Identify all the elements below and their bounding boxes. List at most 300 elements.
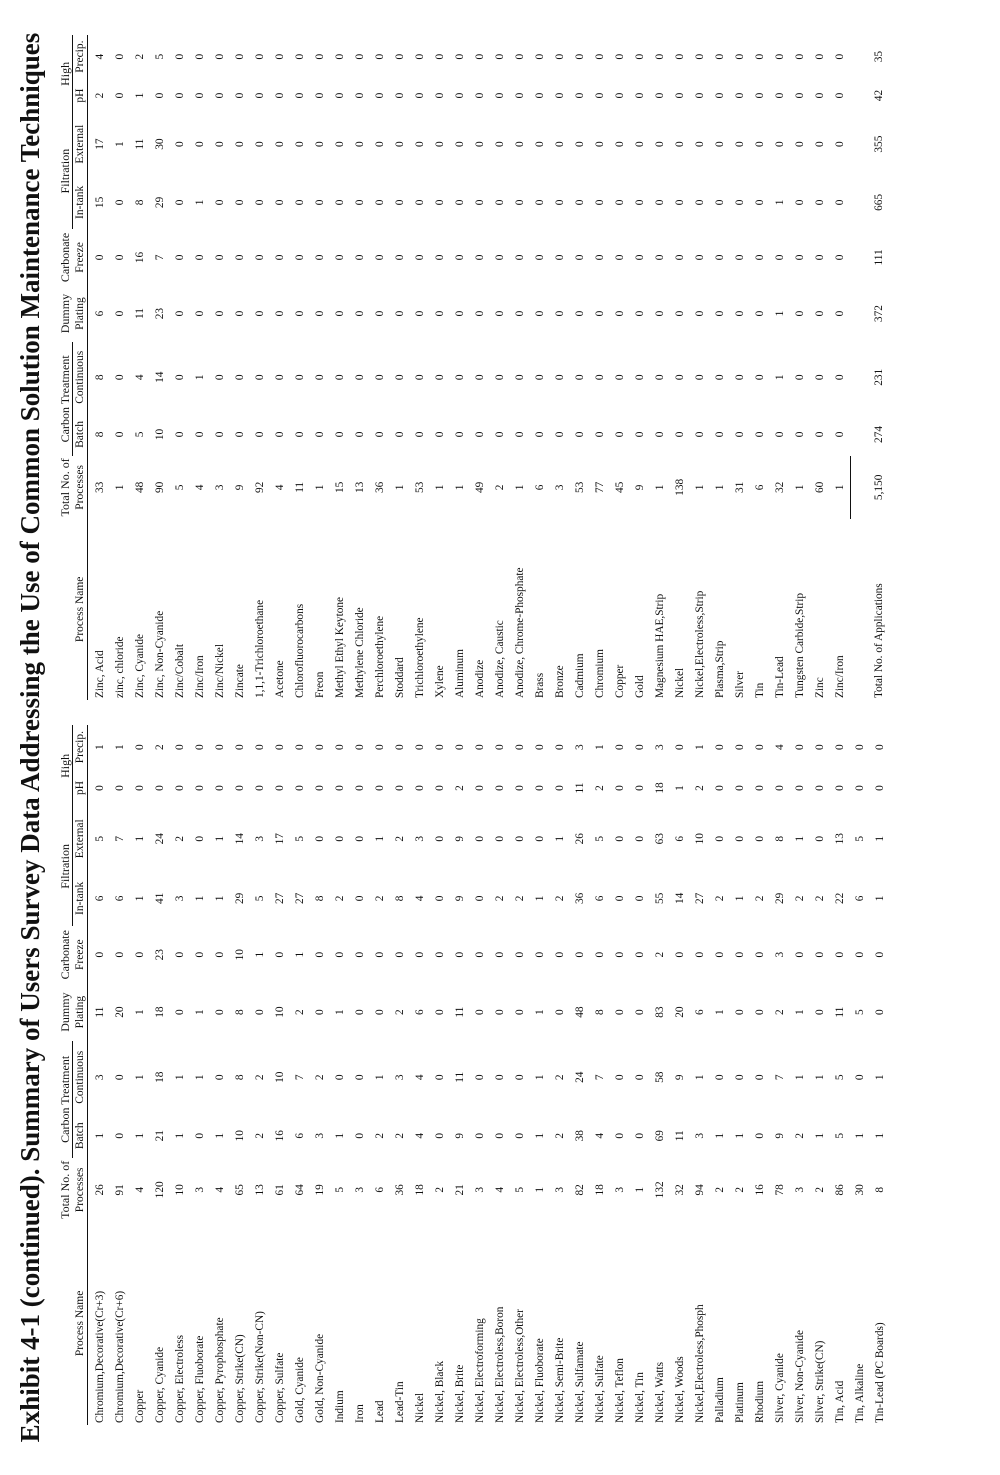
- carbonate-freeze-cell: 0: [314, 951, 326, 958]
- in-tank-cell: 0: [574, 199, 586, 206]
- dummy-plating-cell: 0: [714, 310, 726, 317]
- process-name-cell: Acetone: [274, 660, 286, 698]
- ph-cell: 0: [254, 785, 266, 791]
- precip-cell: 0: [674, 53, 686, 60]
- carbonate-freeze-cell: 0: [614, 254, 626, 261]
- carbonate-freeze-cell: 0: [874, 951, 886, 958]
- continuous-cell: 14: [154, 371, 166, 383]
- ph-cell: 0: [814, 92, 826, 99]
- batch-cell: 1: [814, 1132, 826, 1139]
- in-tank-cell: 0: [414, 199, 426, 206]
- in-tank-cell: 0: [474, 895, 486, 902]
- ph-cell: 0: [394, 92, 406, 99]
- processes-cell: 49: [474, 481, 486, 493]
- batch-cell: 0: [114, 1132, 126, 1139]
- ph-cell: 0: [274, 92, 286, 99]
- in-tank-cell: 0: [354, 895, 366, 902]
- ph-cell: 0: [794, 785, 806, 791]
- table-row: [630, 725, 650, 1425]
- precip-cell: 0: [494, 744, 506, 750]
- continuous-cell: 0: [594, 374, 606, 381]
- dummy-plating-cell: 0: [434, 310, 446, 317]
- batch-cell: 9: [774, 1132, 786, 1139]
- process-name-cell: Copper, Electroless: [174, 1334, 186, 1423]
- batch-cell: 0: [514, 1132, 526, 1139]
- continuous-cell: 0: [714, 1074, 726, 1081]
- table-row: [770, 35, 790, 700]
- ph-cell: 0: [834, 92, 847, 99]
- in-tank-cell: 0: [614, 199, 626, 206]
- in-tank-cell: 27: [694, 892, 706, 905]
- process-name-cell: Zinc/Iron: [834, 655, 847, 698]
- ph-cell: 2: [594, 785, 606, 791]
- table-row: [170, 725, 190, 1425]
- carbonate-freeze-cell: 0: [674, 951, 686, 958]
- carbonate-freeze-cell: 0: [394, 254, 406, 261]
- ph-cell: 0: [714, 92, 726, 99]
- ph-cell: 0: [774, 92, 786, 99]
- process-name-cell: 1,1,1-Trichloroethane: [254, 599, 266, 698]
- table-row: [690, 725, 710, 1425]
- carbonate-freeze-cell: 0: [794, 254, 806, 261]
- in-tank-cell: 2: [754, 895, 766, 902]
- precip-cell: 0: [294, 53, 306, 60]
- table-row: [490, 35, 510, 700]
- dummy-plating-cell: 11: [454, 1006, 466, 1018]
- header-continuous: Continuous: [73, 342, 88, 413]
- in-tank-cell: 0: [594, 199, 606, 206]
- ph-cell: 0: [174, 785, 186, 791]
- processes-cell: 8: [874, 1187, 886, 1193]
- continuous-cell: 0: [334, 374, 346, 381]
- in-tank-cell: 0: [734, 199, 746, 206]
- total-processes: 5,150: [873, 474, 885, 501]
- external-cell: 10: [694, 833, 706, 845]
- in-tank-cell: 6: [854, 895, 866, 902]
- process-name-cell: Copper: [614, 664, 626, 698]
- processes-cell: 4: [274, 484, 286, 491]
- batch-cell: 0: [274, 431, 286, 438]
- processes-cell: 1: [654, 484, 666, 491]
- batch-cell: 10: [154, 428, 166, 441]
- processes-cell: 6: [754, 484, 766, 491]
- in-tank-cell: 0: [394, 199, 406, 206]
- continuous-cell: 1: [194, 374, 206, 381]
- external-cell: 0: [714, 141, 726, 147]
- batch-cell: 0: [654, 431, 666, 438]
- continuous-cell: 0: [514, 1074, 526, 1081]
- external-cell: 0: [274, 141, 286, 147]
- header-process-name: Process Name: [73, 1222, 88, 1425]
- processes-cell: 3: [474, 1187, 486, 1193]
- batch-cell: 0: [634, 431, 646, 438]
- precip-cell: 0: [334, 53, 346, 60]
- continuous-cell: 2: [554, 1074, 566, 1081]
- in-tank-cell: 2: [374, 895, 386, 902]
- in-tank-cell: 0: [694, 199, 706, 206]
- table-row: [330, 35, 350, 700]
- continuous-cell: 0: [474, 1074, 486, 1081]
- precip-cell: 0: [594, 53, 606, 60]
- precip-cell: 0: [814, 744, 826, 750]
- table-row: [630, 35, 650, 700]
- processes-cell: 90: [154, 481, 166, 493]
- process-name-cell: Nickel, Semi-Brite: [554, 1337, 566, 1423]
- in-tank-cell: 0: [334, 199, 346, 206]
- precip-cell: 0: [834, 53, 847, 60]
- carbonate-freeze-cell: 0: [734, 254, 746, 261]
- process-name-cell: Nickel: [414, 1392, 426, 1423]
- process-name-cell: Chromium: [594, 649, 606, 698]
- external-cell: 30: [154, 138, 166, 150]
- precip-cell: 0: [374, 53, 386, 60]
- dummy-plating-cell: 6: [94, 310, 106, 317]
- processes-cell: 4: [214, 1187, 226, 1193]
- process-name-cell: Copper, Sulfate: [274, 1352, 286, 1423]
- external-cell: 0: [334, 141, 346, 147]
- dummy-plating-cell: 0: [874, 1009, 886, 1015]
- external-cell: 0: [474, 141, 486, 147]
- carbonate-freeze-cell: 10: [234, 949, 246, 961]
- processes-cell: 2: [814, 1187, 826, 1193]
- precip-cell: 0: [114, 53, 126, 60]
- continuous-cell: 0: [634, 1074, 646, 1081]
- in-tank-cell: 0: [814, 199, 826, 206]
- dummy-plating-cell: 0: [474, 1009, 486, 1015]
- dummy-plating-cell: 1: [134, 1009, 146, 1015]
- table-row: [450, 725, 470, 1425]
- precip-cell: 0: [554, 53, 566, 60]
- table-row: [130, 725, 150, 1425]
- external-cell: 0: [434, 835, 446, 842]
- process-name-cell: Lead-Tin: [394, 1381, 406, 1423]
- table-row: [390, 35, 410, 700]
- process-name-cell: Magnesium HAE,Strip: [654, 593, 666, 698]
- process-name-cell: Perchloroethylene: [374, 615, 386, 698]
- continuous-cell: 9: [674, 1074, 686, 1081]
- precip-cell: 0: [194, 744, 206, 750]
- ph-cell: 0: [434, 785, 446, 791]
- in-tank-cell: 0: [294, 199, 306, 206]
- in-tank-cell: 8: [134, 199, 146, 206]
- precip-cell: 0: [714, 53, 726, 60]
- carbonate-freeze-cell: 0: [194, 951, 206, 958]
- process-name-cell: Aluminum: [454, 649, 466, 698]
- continuous-cell: 7: [294, 1074, 306, 1081]
- table-row: [330, 725, 350, 1425]
- processes-cell: 16: [754, 1184, 766, 1196]
- continuous-cell: 0: [494, 1074, 506, 1081]
- precip-cell: 0: [694, 53, 706, 60]
- external-cell: 26: [574, 833, 586, 845]
- process-name-cell: Gold: [634, 675, 646, 698]
- table-row: [88, 35, 111, 700]
- external-cell: 0: [754, 141, 766, 147]
- carbonate-freeze-cell: 0: [514, 254, 526, 261]
- batch-cell: 4: [594, 1132, 606, 1139]
- carbonate-freeze-cell: 0: [754, 951, 766, 958]
- continuous-cell: 1: [174, 1074, 186, 1081]
- in-tank-cell: 2: [714, 895, 726, 902]
- table-row: [730, 725, 750, 1425]
- table-row: [830, 35, 851, 700]
- continuous-cell: 0: [434, 374, 446, 381]
- batch-cell: 0: [714, 431, 726, 438]
- dummy-plating-cell: 0: [574, 310, 586, 317]
- continuous-cell: 1: [874, 1074, 886, 1081]
- table-row: [750, 35, 770, 700]
- header-dummy-line2: Plating: [73, 286, 88, 342]
- external-cell: 0: [614, 835, 626, 842]
- batch-cell: 0: [634, 1132, 646, 1139]
- carbonate-freeze-cell: 0: [274, 254, 286, 261]
- precip-cell: 0: [434, 53, 446, 60]
- dummy-plating-cell: 20: [114, 1006, 126, 1018]
- external-cell: 13: [834, 833, 846, 845]
- dummy-plating-cell: 0: [454, 310, 466, 317]
- in-tank-cell: 2: [514, 895, 526, 902]
- precip-cell: 0: [514, 744, 526, 750]
- process-name-cell: Nickel, Electroforming: [474, 1318, 486, 1423]
- continuous-cell: 0: [654, 374, 666, 381]
- process-name-cell: Tin, Acid: [834, 1380, 846, 1423]
- continuous-cell: 0: [454, 374, 466, 381]
- header-filtration: Filtration: [58, 113, 73, 230]
- batch-cell: 6: [294, 1132, 306, 1139]
- carbonate-freeze-cell: 0: [134, 951, 146, 958]
- continuous-cell: 5: [834, 1074, 846, 1081]
- processes-cell: 86: [834, 1184, 846, 1196]
- continuous-cell: 1: [134, 1074, 146, 1081]
- in-tank-cell: 0: [554, 199, 566, 206]
- external-cell: 0: [294, 141, 306, 147]
- process-name-cell: Nickel, Electroless,Boron: [494, 1306, 506, 1423]
- in-tank-cell: 0: [614, 895, 626, 902]
- external-cell: 0: [354, 141, 366, 147]
- carbonate-freeze-cell: 0: [294, 254, 306, 261]
- dummy-plating-cell: 0: [634, 1009, 646, 1015]
- ph-cell: 0: [234, 92, 246, 99]
- precip-cell: 0: [814, 53, 826, 60]
- process-name-cell: Gold, Non-Cyanide: [314, 1333, 326, 1423]
- precip-cell: 0: [394, 744, 406, 750]
- carbonate-freeze-cell: 0: [374, 951, 386, 958]
- header-high: High: [58, 725, 73, 807]
- in-tank-cell: 1: [774, 199, 786, 206]
- precip-cell: 0: [654, 53, 666, 60]
- process-name-cell: zinc, chloride: [114, 636, 126, 698]
- table-row: [130, 35, 150, 700]
- dummy-plating-cell: 2: [394, 1009, 406, 1015]
- external-cell: 1: [794, 835, 806, 842]
- ph-cell: 2: [694, 785, 706, 791]
- external-cell: 0: [734, 141, 746, 147]
- carbonate-freeze-cell: 0: [654, 254, 666, 261]
- dummy-plating-cell: 0: [614, 1009, 626, 1015]
- header-ph: pH: [73, 78, 88, 113]
- precip-cell: 3: [654, 744, 666, 750]
- ph-cell: 0: [774, 785, 786, 791]
- header-carbonate-line1: Carbonate: [58, 232, 73, 283]
- table-row: [710, 35, 730, 700]
- processes-cell: 2: [434, 1187, 446, 1193]
- process-name-cell: Brass: [534, 672, 546, 698]
- processes-cell: 10: [174, 1184, 186, 1196]
- process-name-cell: Copper: [134, 1389, 146, 1423]
- batch-cell: 11: [674, 1130, 686, 1142]
- continuous-cell: 0: [734, 374, 746, 381]
- carbonate-freeze-cell: 0: [814, 254, 826, 261]
- ph-cell: 0: [414, 92, 426, 99]
- dummy-plating-cell: 11: [94, 1006, 106, 1018]
- carbonate-freeze-cell: 0: [254, 254, 266, 261]
- in-tank-cell: 14: [674, 892, 686, 905]
- in-tank-cell: 0: [354, 199, 366, 206]
- header-ph: pH: [73, 769, 88, 807]
- batch-cell: 21: [154, 1130, 166, 1142]
- in-tank-cell: 0: [514, 199, 526, 206]
- processes-cell: 64: [294, 1184, 306, 1196]
- carbonate-freeze-cell: 3: [774, 951, 786, 958]
- process-name-cell: Chromium,Decorative(Cr+6): [114, 1290, 126, 1423]
- in-tank-cell: 0: [174, 199, 186, 206]
- continuous-cell: 8: [94, 374, 106, 381]
- carbonate-freeze-cell: 0: [774, 254, 786, 261]
- batch-cell: 1: [854, 1132, 866, 1139]
- ph-cell: 0: [114, 785, 126, 791]
- carbonate-freeze-cell: 0: [94, 254, 106, 261]
- precip-cell: 4: [774, 744, 786, 750]
- carbonate-freeze-cell: 0: [434, 951, 446, 958]
- table-row: [670, 35, 690, 700]
- in-tank-cell: 29: [154, 196, 166, 209]
- table-row: [270, 35, 290, 700]
- external-cell: 0: [694, 141, 706, 147]
- table-row: [430, 725, 450, 1425]
- carbonate-freeze-cell: 0: [414, 951, 426, 958]
- continuous-cell: 0: [614, 374, 626, 381]
- processes-cell: 48: [134, 481, 146, 493]
- table-row: [790, 35, 810, 700]
- processes-cell: 2: [734, 1187, 746, 1193]
- continuous-cell: 0: [634, 374, 646, 381]
- precip-cell: 0: [394, 53, 406, 60]
- ph-cell: 0: [734, 92, 746, 99]
- processes-cell: 94: [694, 1184, 706, 1196]
- batch-cell: 0: [734, 431, 746, 438]
- ph-cell: 0: [694, 92, 706, 99]
- ph-cell: 0: [674, 92, 686, 99]
- total-carbonate-freeze: 111: [872, 249, 885, 266]
- batch-cell: 1: [214, 1132, 226, 1139]
- batch-cell: 0: [594, 431, 606, 438]
- processes-cell: 1: [314, 484, 326, 491]
- table-row: [250, 35, 270, 700]
- ph-cell: 0: [474, 785, 486, 791]
- totals-label: Total No. of Applications: [872, 583, 885, 698]
- precip-cell: 0: [634, 744, 646, 750]
- continuous-cell: 1: [814, 1074, 826, 1081]
- table-row: [310, 725, 330, 1425]
- ph-cell: 0: [214, 92, 226, 99]
- header-row-2: [73, 725, 88, 1425]
- processes-cell: 1: [434, 484, 446, 491]
- carbonate-freeze-cell: 0: [454, 951, 466, 958]
- external-cell: 0: [414, 141, 426, 147]
- process-name-cell: Nickel: [674, 667, 686, 698]
- total-dummy-plating: 372: [872, 305, 885, 323]
- processes-cell: 61: [274, 1184, 286, 1196]
- table-row: [830, 725, 850, 1425]
- dummy-plating-cell: 0: [374, 1009, 386, 1015]
- ph-cell: 0: [794, 92, 806, 99]
- dummy-plating-cell: 5: [854, 1009, 866, 1015]
- ph-cell: 1: [674, 785, 686, 791]
- continuous-cell: 0: [254, 374, 266, 381]
- continuous-cell: 0: [174, 374, 186, 381]
- external-cell: 0: [214, 141, 226, 147]
- carbonate-freeze-cell: 0: [714, 951, 726, 958]
- ph-cell: 0: [494, 92, 506, 99]
- continuous-cell: 0: [114, 1074, 126, 1081]
- process-name-cell: Copper, Fluoborate: [194, 1335, 206, 1423]
- table-row: [150, 725, 170, 1425]
- continuous-cell: 1: [194, 1074, 206, 1081]
- external-cell: 0: [194, 141, 206, 147]
- in-tank-cell: 0: [374, 199, 386, 206]
- dummy-plating-cell: 8: [234, 1009, 246, 1015]
- batch-cell: 1: [174, 1132, 186, 1139]
- ph-cell: 0: [814, 785, 826, 791]
- precip-cell: 1: [594, 744, 606, 750]
- ph-cell: 2: [94, 92, 106, 99]
- process-name-cell: Tin, Alkaline: [854, 1363, 866, 1423]
- batch-cell: 0: [254, 431, 266, 438]
- external-cell: 0: [774, 141, 786, 147]
- in-tank-cell: 8: [314, 895, 326, 902]
- dummy-plating-cell: 6: [694, 1009, 706, 1015]
- process-name-cell: Nickel, Electroless,Other: [514, 1309, 526, 1423]
- table-row: [230, 725, 250, 1425]
- dummy-plating-cell: 0: [254, 1009, 266, 1015]
- carbonate-freeze-cell: 0: [494, 254, 506, 261]
- ph-cell: 0: [334, 92, 346, 99]
- processes-cell: 65: [234, 1184, 246, 1196]
- precip-cell: 0: [854, 744, 866, 750]
- batch-cell: 2: [794, 1132, 806, 1139]
- in-tank-cell: 0: [634, 199, 646, 206]
- dummy-plating-cell: 0: [294, 310, 306, 317]
- process-name-cell: Anodize, Chrome-Phosphate: [514, 567, 526, 698]
- processes-cell: 1: [454, 484, 466, 491]
- processes-cell: 4: [194, 484, 206, 491]
- carbonate-freeze-cell: 0: [714, 254, 726, 261]
- ph-cell: 0: [574, 92, 586, 99]
- ph-cell: 0: [474, 92, 486, 99]
- precip-cell: 0: [194, 53, 206, 60]
- precip-cell: 0: [294, 744, 306, 750]
- precip-cell: 0: [234, 744, 246, 750]
- external-cell: 14: [234, 833, 246, 845]
- continuous-cell: 0: [734, 1074, 746, 1081]
- dummy-plating-cell: 0: [514, 310, 526, 317]
- ph-cell: 0: [374, 92, 386, 99]
- in-tank-cell: 1: [734, 895, 746, 902]
- precip-cell: 1: [94, 744, 106, 750]
- batch-cell: 0: [694, 431, 706, 438]
- table-row: [550, 35, 570, 700]
- external-cell: 0: [654, 141, 666, 147]
